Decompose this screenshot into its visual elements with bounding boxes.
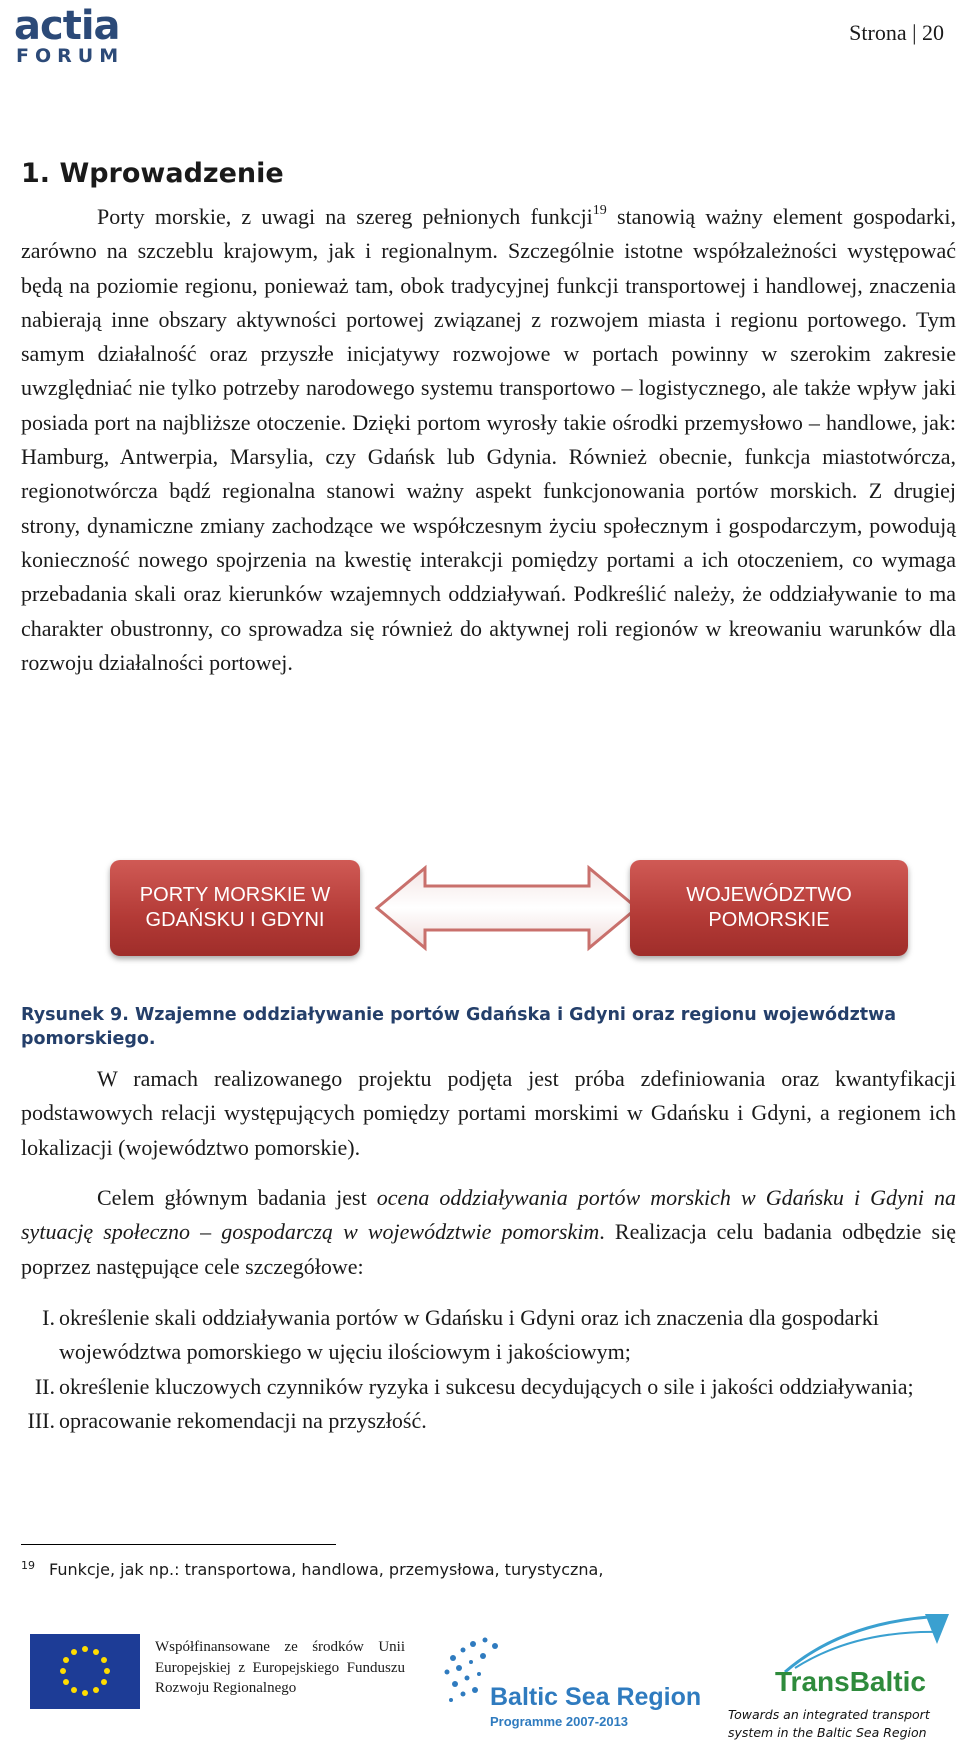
eu-flag-icon [30,1634,140,1709]
section-title: 1. Wprowadzenie [21,158,284,189]
footnote-divider [21,1544,336,1545]
box-region: WOJEWÓDZTWO POMORSKIE [630,860,908,956]
list-item-number: III. [27,1407,55,1433]
list-item-number: II. [34,1373,55,1399]
list-item [0,1370,956,1404]
intro-paragraph [21,200,956,680]
goal-text-after: . Realizacja celu badania odbędzie się poprzez następujące cele szczegółowe: [21,1219,956,1279]
list-item-text: opracowanie rekomendacji na przyszłość. [59,1407,427,1433]
goal-text-before: Celem głównym badania jest [97,1185,377,1210]
project-text: W ramach realizowanego projektu podjęta jest próba zdefiniowania oraz kwantyfikacji podstawowych relacji występujących pomiędzy portami morskimi w Gdańsku i Gdyni, a regionem ich lokalizacji (województwo pomorskie). [21,1066,956,1160]
bsr-programme: Programme 2007-2013 [490,1714,629,1729]
list-item-text: określenie skali oddziaływania portów w Gdańsku i Gdyni oraz ich znaczenia dla gospodarki województwa pomorskiego w ujęciu ilościowym i jakościowym; [59,1305,879,1365]
footnote-ref[interactable]: 19 [592,203,607,218]
list-item-number: I. [42,1305,55,1330]
interaction-diagram [110,860,910,960]
bsr-title: Baltic Sea Region [490,1683,702,1711]
project-paragraph [21,1062,956,1165]
footnote-number: 19 [21,1559,35,1572]
footnote-text: Funkcje, jak np.: transportowa, handlowa, przemysłowa, turystyczna, [49,1560,604,1579]
figure-label: Rysunek 9. [21,1005,129,1025]
actia-forum-logo [14,3,134,67]
goal-paragraph [21,1181,956,1284]
transbaltic-title: TransBaltic [775,1666,926,1697]
intro-text-start: Porty morskie, z uwagi na szereg pełnionych funkcji [97,204,593,229]
logo-wordmark: actia [14,3,120,49]
page-number: Strona | 20 [849,20,944,45]
figure-caption-text: Wzajemne oddziaływanie portów Gdańska i Gdyni oraz regionu województwa pomorskiego. [21,1005,897,1049]
list-item-text: określenie kluczowych czynników ryzyka i sukcesu decydujących o sile i jakości oddziaływania; [59,1373,914,1399]
footnote [21,1560,603,1579]
logo-subtitle: FORUM [16,45,125,67]
goal-text-italic: ocena oddziaływania portów morskich w Gdańsku i Gdyni na sytuację społeczno – gospodarczą w województwie pomorskim [21,1185,957,1245]
cofinancing-note: Współfinansowane ze środków Unii Europejskiej z Europejskiego Funduszu Rozwoju Regionalnego [155,1639,405,1696]
intro-text-rest: stanowią ważny element gospodarki, zarówno na szczeblu krajowym, jak i regionalnym. Szczególnie istotne współzależności występować będą na poziomie regionu, ponieważ tam, obok tradycyjnej funkcji transportowej i handlowej, znaczenia nabierają inne obszary aktywności portowej związanej z rozwojem miasta i regionu portowego. Tym samym działalność oraz przyszłe inicjatywy rozwojowe w portach powinny w szerokim zakresie uwzględniać nie tylko potrzeby narodowego systemu transportowo – logistycznego, ale także wpływ jaki posiada port na najbliższe otoczenie. Dzięki portom wyrosły takie ośrodki przemysłowo – handlowe, jak: Hamburg, Antwerpia, Marsylia, czy Gdańsk lub Gdynia. Również obecnie, funkcja miastotwórcza, regionotwórcza bądź regionalna stanowi ważny aspekt funkcjonowania portów morskich. Z drugiej strony, dynamiczne zmiany zachodzące we współczesnym życiu społecznym i gospodarczym, powodują konieczność nowego spojrzenia na kwestię interakcji pomiędzy portami a ich otoczeniem, co wymaga przebadania skali oraz kierunków wzajemnych oddziaływań. Podkreślić należy, że oddziaływanie to ma charakter obustronny, co sprowadza się również do aktywnej roli regionów w kreowaniu warunków dla rozwoju działalności portowej. [21,204,956,675]
goals-list [0,1301,956,1438]
list-item [0,1404,956,1438]
box-ports: PORTY MORSKIE W GDAŃSKU I GDYNI [110,860,360,956]
figure-caption [21,1003,956,1051]
list-item [0,1301,956,1370]
double-arrow-icon [373,864,641,952]
transbaltic-tagline: Towards an integrated transport system in the Baltic Sea Region [728,1707,930,1740]
